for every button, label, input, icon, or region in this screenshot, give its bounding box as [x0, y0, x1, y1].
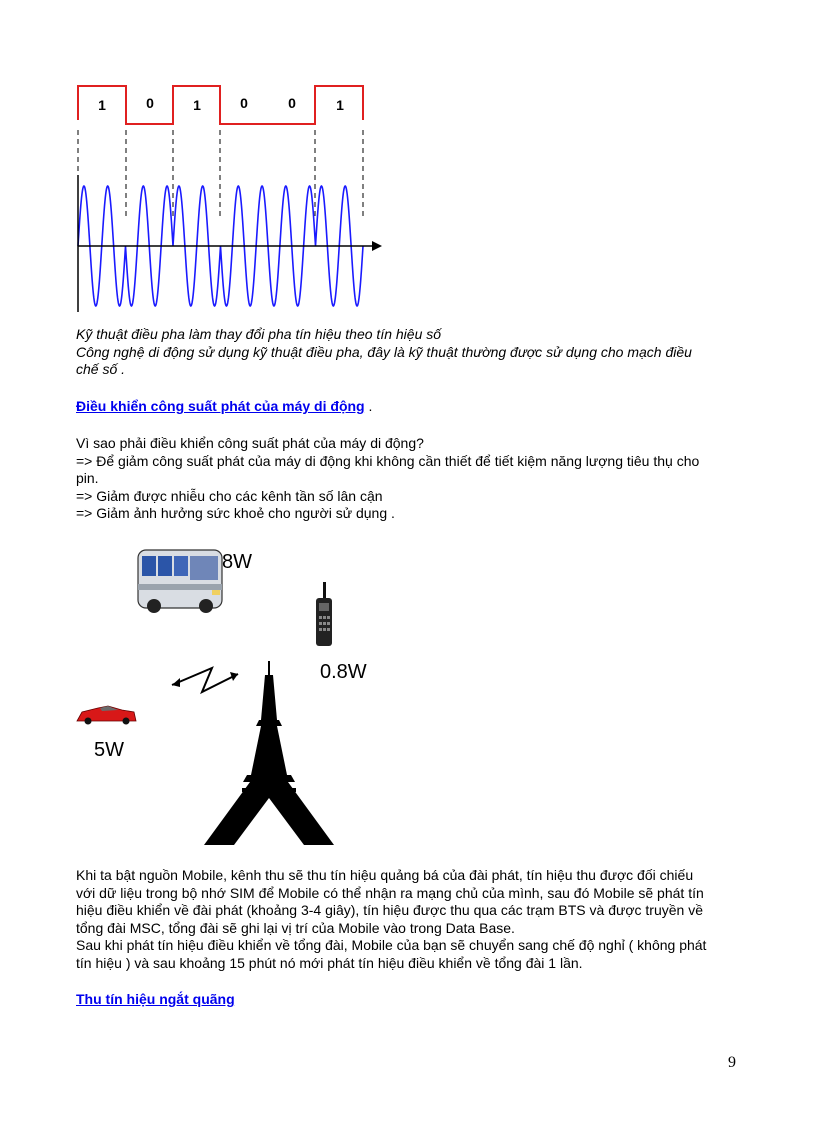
startup-paragraph	[76, 867, 706, 972]
power-control-body	[76, 435, 699, 523]
paragraph-line: với dữ liệu trong bộ nhớ SIM để Mobile có thể nhận ra mạng chủ của mình, sau đó Mobile sẽ phát tín	[76, 884, 704, 901]
body-line: Vì sao phải điều khiển công suất phát của máy di động?	[76, 435, 424, 451]
sports-car-icon	[77, 706, 136, 725]
signal-zigzag-icon	[172, 668, 238, 692]
paragraph-line: tổng đài MSC, tổng đài sẽ ghi lại vị trí của Mobile vào trong Data Base.	[76, 919, 515, 936]
body-line: => Giảm được nhiễu cho các kênh tần số lân cận	[76, 487, 383, 504]
caption-line: chế số .	[76, 361, 126, 377]
paragraph-line: Sau khi phát tín hiệu điều khiển về tổng đài, Mobile của bạn sẽ chuyển sang chế độ nghỉ ( không phát	[76, 937, 707, 953]
bit-label: 0	[288, 95, 296, 111]
power-illustration	[72, 540, 392, 850]
digital-signal-line	[78, 86, 363, 124]
page-number: 9	[728, 1054, 736, 1071]
paragraph-line: tín hiệu ) và sau khoảng 15 phút nó mới phát tín hiệu điều khiển về tổng đài 1 lần.	[76, 954, 583, 971]
axis-arrow-icon	[372, 241, 382, 251]
bit-label: 1	[98, 97, 106, 113]
transmission-tower-icon	[204, 661, 334, 845]
cell-phone-icon	[316, 582, 332, 646]
body-line: => Giảm ảnh hưởng sức khoẻ cho người sử dụng .	[76, 505, 395, 521]
section-heading	[76, 398, 372, 414]
phase-modulation-diagram	[72, 80, 392, 315]
body-line: pin.	[76, 470, 99, 486]
paragraph-line: hiệu điều khiển về đài phát (khoảng 3-4 giây), tín hiệu được thu qua các trạm BTS và được truyền về	[76, 902, 704, 918]
bit-label: 0	[146, 95, 154, 111]
caption-line: Công nghệ di động sử dụng kỹ thuật điều pha, đây là kỹ thuật thường được sử dụng cho mạch điều	[76, 343, 692, 360]
caption-line: Kỹ thuật điều pha làm thay đổi pha tín hiệu theo tín hiệu số	[76, 326, 442, 342]
heading-suffix: .	[364, 398, 373, 414]
figure-caption	[76, 326, 692, 379]
dashed-guides	[78, 130, 363, 220]
bit-label: 1	[193, 97, 201, 113]
bus-icon	[138, 550, 222, 613]
bit-label: 1	[336, 97, 344, 113]
bit-label: 0	[240, 95, 248, 111]
intermittent-reception-heading-link[interactable]: Thu tín hiệu ngắt quãng	[76, 991, 235, 1007]
paragraph-line: Khi ta bật nguồn Mobile, kênh thu sẽ thu tín hiệu quảng bá của đài phát, tín hiệu thu được đối chiếu	[76, 867, 694, 883]
body-line: => Để giảm công suất phát của máy di động khi không cần thiết để tiết kiệm năng lượng tiêu thụ cho	[76, 452, 700, 469]
power-control-heading-link[interactable]: Điều khiển công suất phát của máy di động	[76, 398, 365, 414]
phone-power-label: 0.8W	[320, 661, 367, 683]
car-power-label: 5W	[94, 739, 124, 761]
section-heading	[76, 991, 235, 1007]
bus-power-label: 8W	[222, 551, 252, 573]
